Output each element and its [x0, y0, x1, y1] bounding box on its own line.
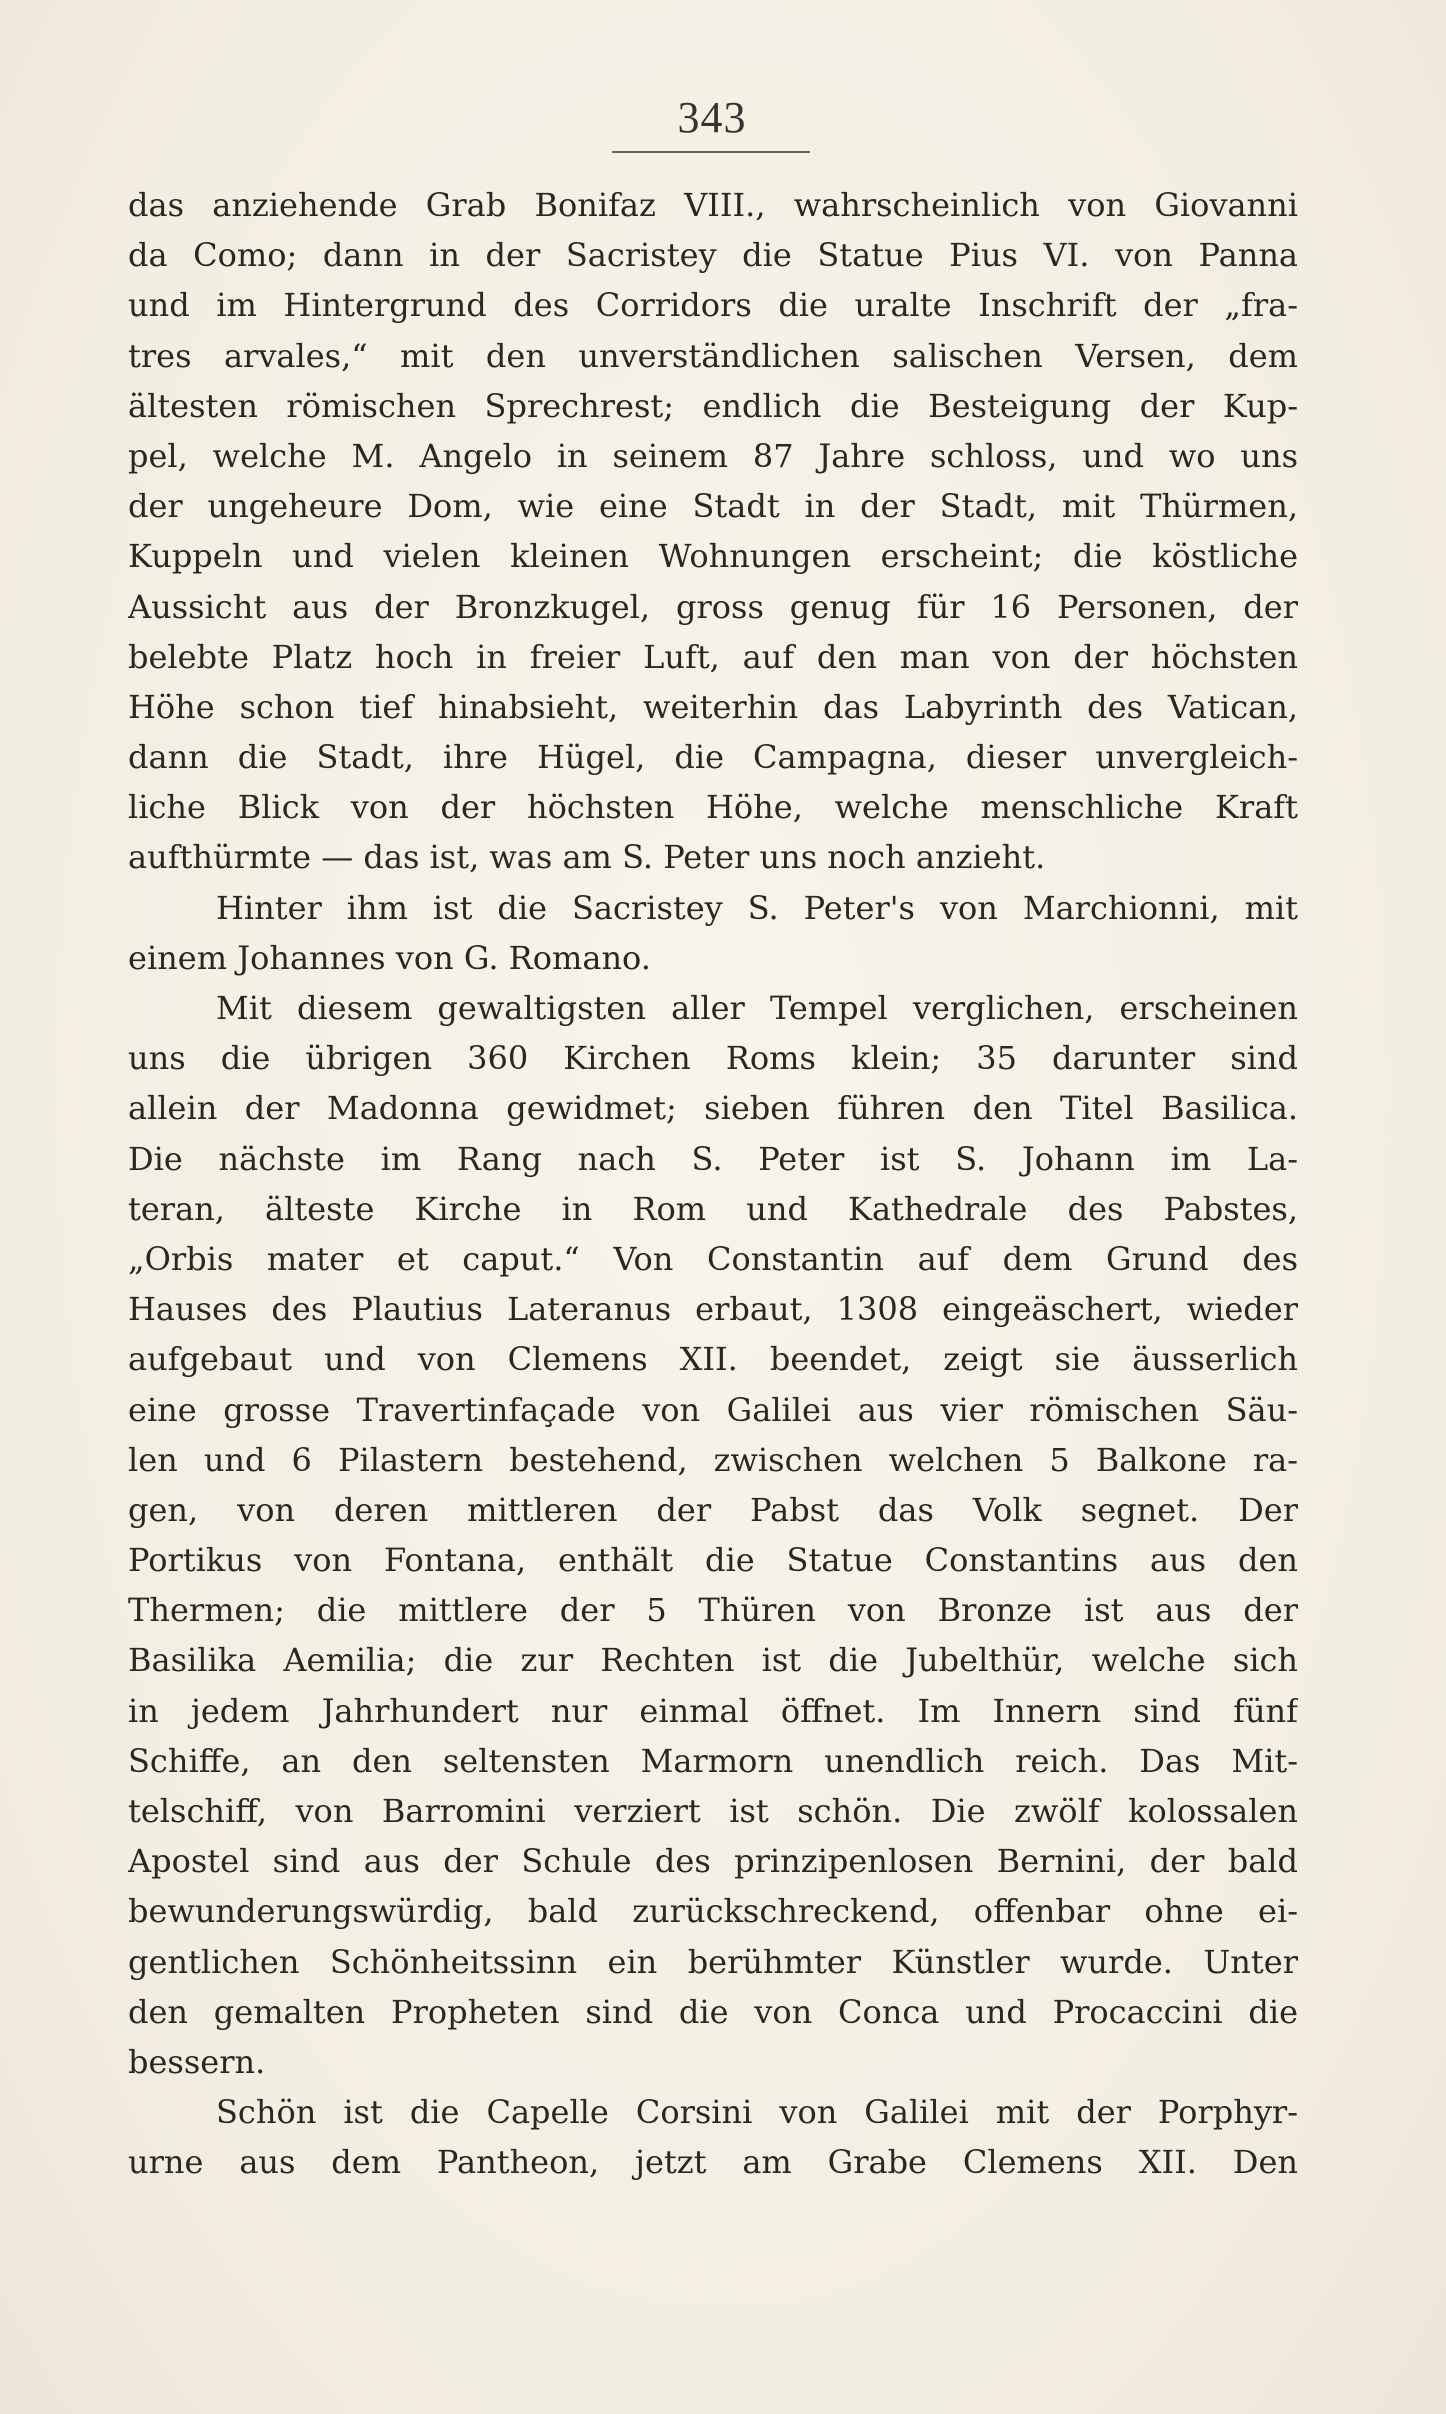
body-text — [128, 180, 1298, 2188]
page-number: 343 — [677, 93, 747, 142]
text-line: den gemalten Propheten sind die von Conca und Procaccini die — [128, 1992, 1298, 2031]
text-line: in jedem Jahrhundert nur einmal öffnet. Im Innern sind fünf — [128, 1691, 1298, 1730]
text-line: Basilika Aemilia; die zur Rechten ist die Jubelthür, welche sich — [128, 1641, 1298, 1680]
text-line: len und 6 Pilastern bestehend, zwischen welchen 5 Balkone ra- — [128, 1440, 1298, 1479]
text-line: teran, älteste Kirche in Rom und Kathedrale des Pabstes, — [128, 1189, 1298, 1228]
text-line: belebte Platz hoch in freier Luft, auf den man von der höchsten — [128, 637, 1298, 676]
text-line: eine grosse Travertinfaçade von Galilei aus vier römischen Säu- — [128, 1390, 1298, 1429]
text-line: einem Johannes von G. Romano. — [128, 938, 651, 977]
text-line: der ungeheure Dom, wie eine Stadt in der Stadt, mit Thürmen, — [128, 487, 1298, 526]
text-line: Höhe schon tief hinabsieht, weiterhin das Labyrinth des Vatican, — [128, 687, 1298, 726]
text-line: ältesten römischen Sprechrest; endlich die Besteigung der Kup- — [128, 386, 1298, 425]
text-line: bewunderungswürdig, bald zurückschreckend, offenbar ohne ei- — [128, 1892, 1298, 1931]
text-line: bessern. — [128, 2042, 266, 2081]
text-line: Die nächste im Rang nach S. Peter ist S. Johann im La- — [128, 1139, 1298, 1178]
text-line: das anziehende Grab Bonifaz VIII., wahrscheinlich von Giovanni — [128, 186, 1298, 224]
text-line: und im Hintergrund des Corridors die uralte Inschrift der „fra- — [128, 286, 1298, 325]
text-line: Portikus von Fontana, enthält die Statue Constantins aus den — [128, 1541, 1298, 1580]
text-line: Hauses des Plautius Lateranus erbaut, 1308 eingeäschert, wieder — [128, 1290, 1298, 1329]
text-line: „Orbis mater et caput.“ Von Constantin auf dem Grund des — [128, 1239, 1298, 1278]
text-line: Thermen; die mittlere der 5 Thüren von Bronze ist aus der — [128, 1591, 1298, 1630]
text-line: gentlichen Schönheitssinn ein berühmter Künstler wurde. Unter — [128, 1942, 1298, 1981]
text-line: pel, welche M. Angelo in seinem 87 Jahre schloss, und wo uns — [128, 436, 1298, 475]
text-line: Schön ist die Capelle Corsini von Galilei mit der Porphyr- — [216, 2093, 1298, 2132]
text-line: allein der Madonna gewidmet; sieben führen den Titel Basilica. — [128, 1089, 1298, 1128]
text-line: liche Blick von der höchsten Höhe, welche menschliche Kraft — [128, 788, 1298, 827]
text-line: uns die übrigen 360 Kirchen Roms klein; 35 darunter sind — [128, 1039, 1298, 1078]
text-line: Aussicht aus der Bronzkugel, gross genug für 16 Personen, der — [128, 587, 1298, 626]
text-line: tres arvales,“ mit den unverständlichen salischen Versen, dem — [128, 336, 1298, 375]
text-line: aufthürmte — das ist, was am S. Peter uns noch anzieht. — [128, 838, 1046, 877]
text-line: Apostel sind aus der Schule des prinzipenlosen Bernini, der bald — [128, 1842, 1298, 1881]
text-line: da Como; dann in der Sacristey die Statue Pius VI. von Panna — [128, 236, 1298, 275]
text-line: telschiff, von Barromini verziert ist schön. Die zwölf kolossalen — [128, 1792, 1298, 1830]
page-number-rule — [612, 151, 810, 153]
text-line: urne aus dem Pantheon, jetzt am Grabe Clemens XII. Den — [128, 2143, 1298, 2182]
text-line: dann die Stadt, ihre Hügel, die Campagna, dieser unvergleich- — [128, 738, 1298, 777]
text-line: gen, von deren mittleren der Pabst das Volk segnet. Der — [128, 1490, 1298, 1529]
text-line: Schiffe, an den seltensten Marmorn unendlich reich. Das Mit- — [128, 1741, 1298, 1780]
text-line: Mit diesem gewaltigsten aller Tempel verglichen, erscheinen — [216, 989, 1298, 1027]
text-line: aufgebaut und von Clemens XII. beendet, zeigt sie äusserlich — [128, 1340, 1298, 1379]
text-line: Hinter ihm ist die Sacristey S. Peter's von Marchionni, mit — [216, 888, 1298, 927]
text-line: Kuppeln und vielen kleinen Wohnungen erscheint; die köstliche — [128, 537, 1298, 576]
